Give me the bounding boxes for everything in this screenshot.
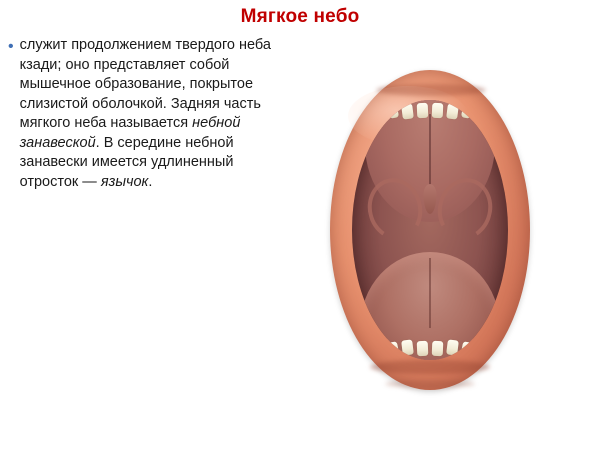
lower-lip-crease: [370, 360, 490, 374]
tooth: [432, 103, 444, 118]
tooth: [432, 341, 444, 356]
emphasized-term: язычок: [100, 173, 149, 190]
tongue-median-groove: [429, 258, 431, 328]
tooth: [416, 341, 428, 356]
paragraph: [20, 36, 276, 192]
upper-lip-crease: [376, 84, 486, 96]
page-title: Мягкое небо: [240, 6, 360, 27]
open-mouth-anatomy-illustration: [330, 70, 530, 390]
emphasized-term: небной занавеской: [19, 115, 241, 151]
tooth: [401, 340, 414, 356]
text-run: .: [148, 173, 153, 190]
body-text-block: [8, 36, 276, 192]
text-run: . В середине небной занавески имеется удлиненный отросток —: [19, 134, 234, 190]
bullet-marker: •: [8, 38, 14, 55]
tooth: [401, 104, 414, 120]
lower-lip-shadow: [385, 380, 475, 388]
mouth-cavity: [352, 100, 508, 360]
text-run: служит продолжением твердого неба кзади; оно представляет собой мышечное образование, покрытое слизистой оболочкой. Задняя часть мягкого неба называется: [19, 37, 271, 131]
tooth: [416, 103, 428, 118]
palatine-raphe: [429, 114, 431, 186]
